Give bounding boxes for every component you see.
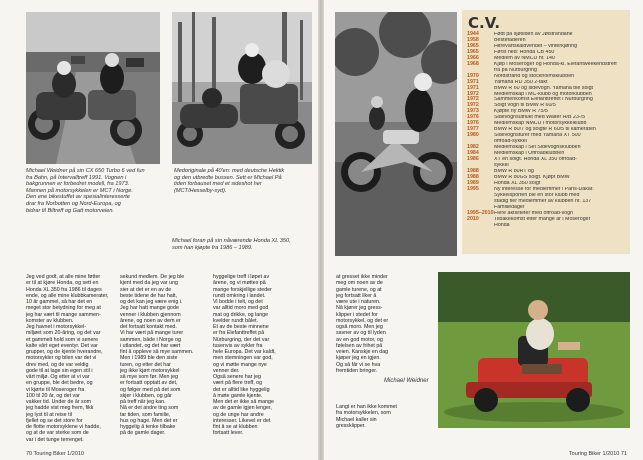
body-line: er fortsatt opptatt av det, (120, 380, 178, 387)
body-line: av de gamle igjen lenger, (213, 405, 272, 412)
body-line: Også senere har jeg (213, 374, 261, 380)
body-line: de flotte motorsyklene vi hadde, (26, 424, 101, 430)
cv-text: Tilbakekomst etter mange år i Moseroger (494, 216, 591, 222)
body-line: men stemningen var god, (213, 355, 273, 362)
cv-box (462, 10, 630, 254)
body-line: miljøet som 20-åring, og det var (26, 330, 101, 337)
cv-text: BMW R 80GS solgt. Kjøpt BMW (494, 174, 570, 180)
body-line: gamle turene, og at (336, 286, 382, 293)
cv-year: 1971 (467, 78, 479, 85)
cv-text: Sidevognsutflukt med Walter H/B 23-/5 (494, 115, 586, 121)
body-line: fremtiden bringer. (336, 367, 378, 374)
cv-year: 1989 (467, 179, 479, 186)
body-line: hus og hage. Men det er (120, 417, 178, 424)
cv-text: Sidevognsturer med Yamaha XT 500 (494, 133, 581, 139)
cv-year: 1976 (467, 114, 479, 121)
body-line: Men det er ikke så mange (213, 399, 274, 405)
cv-year: 2010 (467, 215, 479, 222)
caption-line: og den utbredte bussen. Sett er Michael På (174, 174, 282, 181)
photo-sidecar-forest (172, 12, 312, 164)
cv-year: 1995 (467, 185, 479, 192)
body-line: interesser. Likevel er det (213, 417, 271, 424)
photo-sidecar-road (26, 12, 160, 164)
caption-dirt-bike (172, 238, 318, 251)
body-line: er fra Elefanttreffet på (213, 330, 265, 337)
body-line: turen, og etter det har (120, 361, 171, 368)
cv-text: Født på sjøsiden av Jølstrandane (494, 32, 573, 37)
body-column-4 (336, 274, 432, 378)
cv-text: Medlemskap i MC-klubb og motorklubben (494, 91, 592, 97)
cv-text: Medlemskap i Offroadklubben (494, 151, 565, 157)
cv-text: Honda XL 350 solgt (494, 180, 541, 186)
body-line: venner i klubben gjennom (120, 311, 181, 318)
photo-dirt-bike (335, 12, 457, 256)
body-line: fortsatt lever. (213, 430, 244, 437)
cv-text: Medlemskap NMCU i motorsykkelklubb (494, 121, 587, 127)
body-line: Vi bodde i telt, og det (213, 299, 263, 305)
body-line: venner der. (213, 367, 240, 374)
body-line: Nürburgring, der det var (213, 336, 270, 343)
cv-text: Sykkelsporten ble en stor klubb med (494, 192, 580, 198)
caption-left-photo (26, 168, 160, 214)
body-line: også moro. Men jeg (336, 324, 383, 330)
body-line: en gruppe, ble det bedre, og (26, 380, 93, 387)
body-line: jeg fortsatt liker å (336, 292, 377, 299)
body-line: motorsykkel, og det er (336, 317, 389, 324)
body-line: kjøper jeg en igjen. (336, 355, 381, 362)
body-line: var i det tunge terrenget. (26, 436, 84, 443)
body-line: Jeg havnet i motorsykkel- (26, 324, 87, 330)
cv-text: Yamaha RD 350 2-takt (494, 79, 548, 85)
body-line: tusenvis av sykler fra (213, 342, 263, 349)
caption-line: Den ene bikestuffet av spesialinteresserte (26, 194, 130, 201)
body-line: vårt miljø. Og etter at vi var (26, 374, 90, 380)
body-line: drev med, og de var veldig (26, 361, 89, 368)
body-line: det er alltid like hyggelig (213, 386, 270, 393)
cv-text: Bestefaderen (494, 37, 526, 43)
cv-year: 1972 (467, 90, 479, 97)
body-line: Honda XL 350 fra 1986 til dages (26, 286, 102, 293)
cv-year: 1970 (467, 72, 479, 79)
body-line: veien. Kanskje en dag (336, 349, 389, 355)
body-line: fint å oppleve så mye sammen. (120, 349, 194, 355)
caption-line: bakgrunnen er forbedret modell, fra 1973. (26, 181, 130, 188)
body-line: Men i 1989 ble den siste (120, 355, 178, 362)
body-line: vakker tid. Under de år som (26, 399, 92, 405)
cv-title: C.V. (468, 14, 501, 32)
body-column-4b (336, 404, 434, 429)
body-line: meg om noen av de (336, 280, 383, 287)
caption-line: Mannen på motorsykkelen er MCT i Norge. (26, 187, 133, 194)
cv-year: 1976 (467, 120, 479, 127)
body-line: hyggelige treff i løpet av (213, 274, 270, 280)
body-line: jeg har vært til mange sammen- (26, 311, 101, 318)
body-line: er til at kjøre Honda, og sett en (26, 280, 99, 287)
photo-lawn-mower (438, 272, 630, 428)
cv-year: 1965 (467, 48, 479, 55)
body-line: meget stor betydning for meg at (26, 305, 101, 312)
footer-right: Touring Biker 1/2010 71 (568, 451, 627, 457)
body-line: sammen, både i Norge og (120, 336, 181, 343)
cv-row (467, 223, 627, 229)
body-line: rundt omkring i landet. (213, 292, 266, 299)
body-line: klipper i stedet for (336, 311, 378, 318)
body-line: årene, og noen av dem er (120, 317, 181, 324)
body-line: å møte gamle kjente. (213, 392, 263, 399)
body-line: jeg ikke kjørt motorsykkel (120, 367, 180, 374)
body-line: på de gamle dager. (120, 430, 166, 437)
body-line: hyggelig å tenke tilbake (120, 424, 176, 430)
cv-text: XT en solgt. Honda XL 350 offroad- (494, 157, 577, 163)
body-line: Et av de beste minnene (213, 324, 269, 330)
cv-year: 1944 (467, 31, 479, 37)
body-line: følelsen av frihet på (336, 342, 383, 349)
body-line: Jeg ved godt, at alle mine føtter (26, 274, 101, 280)
cv-list (467, 32, 627, 228)
body-line: og vi møtte mange nye (213, 361, 267, 368)
caption-line: som han kjøpte fra 1986 – 1989. (172, 244, 253, 251)
cv-text: fra på Nürburgring (494, 67, 537, 73)
cv-year: 1988 (467, 167, 479, 174)
body-line: kalte vårt eget eventyr. Det var (26, 342, 98, 349)
cv-year: 1973 (467, 108, 479, 115)
cv-text: BMW R 80RT og (494, 168, 534, 174)
cv-text: Hitrevartskaldvendet – vinterkjøring (494, 43, 578, 49)
body-line: Jeg har hatt mange gode (120, 305, 179, 312)
body-line: skjer i klubben, og går (120, 392, 172, 399)
body-column-1 (26, 274, 116, 444)
cv-text: Medlemskap i Sel Sidevognsklubben (494, 145, 581, 151)
body-line: fint å se at klubben (213, 424, 258, 430)
body-line: gressklipper. (336, 422, 366, 429)
body-column-3 (213, 274, 313, 444)
cv-year: 1958 (467, 36, 479, 43)
body-line: jeg lyst til at reise til (26, 411, 72, 418)
caption-line: drar fra Norbotten og Nord-Europa, og (26, 200, 121, 207)
body-line: Nå er det andre ting som (120, 405, 179, 412)
body-line: at gresset ikke minder (336, 274, 388, 280)
body-line: gode til at lage sin egen stil i (26, 367, 93, 374)
body-line: årene, og vi møttes på (213, 280, 266, 287)
body-line: 10 år gammel, så har det en (26, 299, 93, 305)
cv-text: Familiedager (494, 204, 525, 210)
body-line: grupper, og de kjente hverandre, (26, 349, 103, 355)
body-line: hele Europa. Det var kaldt, (213, 349, 276, 355)
body-column-2 (120, 274, 210, 444)
body-line: av en god motor, og (336, 336, 383, 343)
body-line: sier at det er en av de (120, 286, 172, 293)
author-signature: Michael Weidner (384, 378, 429, 384)
cv-text: Medlem av NMCU nr. 140 (494, 55, 555, 61)
page-gutter (318, 0, 324, 460)
cv-year: 1972 (467, 102, 479, 109)
cv-year: 1984 (467, 150, 479, 157)
caption-line: Michael foran på sin nåværende Honda XL 350, (172, 238, 291, 244)
cv-text: Flere aktiviteter med offroad-vogn (494, 210, 574, 216)
cv-text: Først ned: Honda CB 450 (494, 49, 555, 55)
body-line: Michael kaller sin (336, 416, 377, 423)
body-line: det fortsatt kontakt med. (120, 324, 177, 330)
cv-text: sykkel (494, 162, 509, 168)
cv-text: Kjøp i Moseroger og Honda-kl. Elefantweekendstreff (494, 61, 617, 67)
body-line: Langt er han ikke kommet (336, 404, 397, 410)
cv-text: Kjøpte ny BMW R 75/5 (494, 109, 548, 115)
cv-year: 1988 (467, 173, 479, 180)
body-line: mat og drikke, og lange (213, 311, 269, 318)
body-line: Og så får vi se hva (336, 361, 381, 368)
body-line: savner av og til lyden (336, 330, 386, 337)
body-line: 100 til 20 år, og det var (26, 392, 80, 399)
body-line: beste tidene de har hatt, (120, 292, 178, 299)
body-line: og de unge har andre (213, 411, 264, 418)
cv-text: offroad-sykkel (494, 139, 527, 145)
body-line: i utlandet, og det har vært (120, 342, 181, 349)
cv-text: Honda (494, 222, 510, 228)
body-line: sekund medlem. De jeg ble (120, 274, 185, 280)
body-line: vært på flere treff, og (213, 380, 263, 387)
body-line: Vi har vært på mange turer (120, 330, 184, 337)
body-line: komster av klubben. (26, 317, 74, 324)
body-line: Nå kjører jeg gress- (336, 305, 383, 312)
cv-text: BMW R 80/7 og solgte R 60/5 til kameraten (494, 127, 596, 133)
body-line: og følger med på det som (120, 386, 181, 393)
body-line: mange forskjellige steder (213, 286, 272, 293)
cv-year (467, 223, 494, 229)
cv-year: 1986 (467, 156, 479, 163)
body-line: fra motorsykkelen, som (336, 410, 391, 417)
body-line: være ute i naturen. (336, 299, 381, 305)
cv-text: Sammenkomst Elefanttreffet i Nürburgring (494, 97, 593, 103)
cv-year: 1968 (467, 60, 479, 67)
body-line: kjent med da jeg var ung (120, 280, 179, 287)
body-line: jeg hadde vist meg frem, fikk (26, 405, 94, 412)
body-line: på treff når jeg kan. (120, 399, 166, 405)
body-line: motorsykler og bilen var det vi (26, 355, 97, 362)
cv-year: 1977 (467, 126, 479, 133)
cv-year: 1972 (467, 96, 479, 103)
footer-left: 70 Touring Biker 1/2010 (26, 451, 84, 457)
caption-line: (MCT/Hesselby-syd). (174, 187, 227, 194)
body-line: et gammelt hold som vi senere (26, 336, 99, 343)
cv-year: 1971 (467, 84, 479, 91)
cv-year: 1995–2010 (467, 209, 494, 216)
cv-text: BMW R 60 og sidevogn. Yamaha ble solgt (494, 85, 594, 91)
body-line: ende, og alle mine klubbkamerater, (26, 292, 109, 299)
cv-text: Nordstrand og stockholmsklubben (494, 73, 575, 79)
body-line: og at de var sterke som de (26, 430, 89, 437)
cv-text: stadig fler medlemmer av klubben nr. 137 (494, 198, 592, 204)
caption-line: fra Bahn, på Intervalltreff 1991. Vognen i (26, 174, 127, 181)
cv-year: 1965 (467, 42, 479, 49)
caption-line: Medoriginale på 40'en: med deutsche Hektik (174, 168, 285, 174)
body-line: og det kan jeg være enig i. (120, 299, 183, 305)
cv-year: 1966 (467, 54, 479, 61)
caption-line: tiden forbauset med et sideshot her (174, 181, 262, 188)
body-line: så mye som før. Men jeg (120, 374, 178, 380)
cv-year: 1982 (467, 144, 479, 151)
cv-text: Ny interesse for medlemmer i Paris-Dakar. (494, 186, 594, 192)
body-line: var alltid moro med god (213, 305, 269, 312)
caption-line: bidrar til Biltreff og Gatt motorveien. (26, 207, 114, 214)
cv-year: 1980 (467, 132, 479, 139)
body-line: kvelder rundt bålet. (213, 317, 259, 324)
caption-middle-photo (174, 168, 312, 194)
body-line: vi kjørte til Moseroger fra (26, 386, 85, 393)
body-line: fjellet og se det store for (26, 417, 83, 424)
cv-text: Solgt vogn til BMW R 60/5 (494, 103, 556, 109)
caption-line: Michael Weidner på sin CX 650 Turbo 6 ved fun (26, 168, 145, 174)
body-line: tar tiden, som familie, (120, 411, 171, 418)
